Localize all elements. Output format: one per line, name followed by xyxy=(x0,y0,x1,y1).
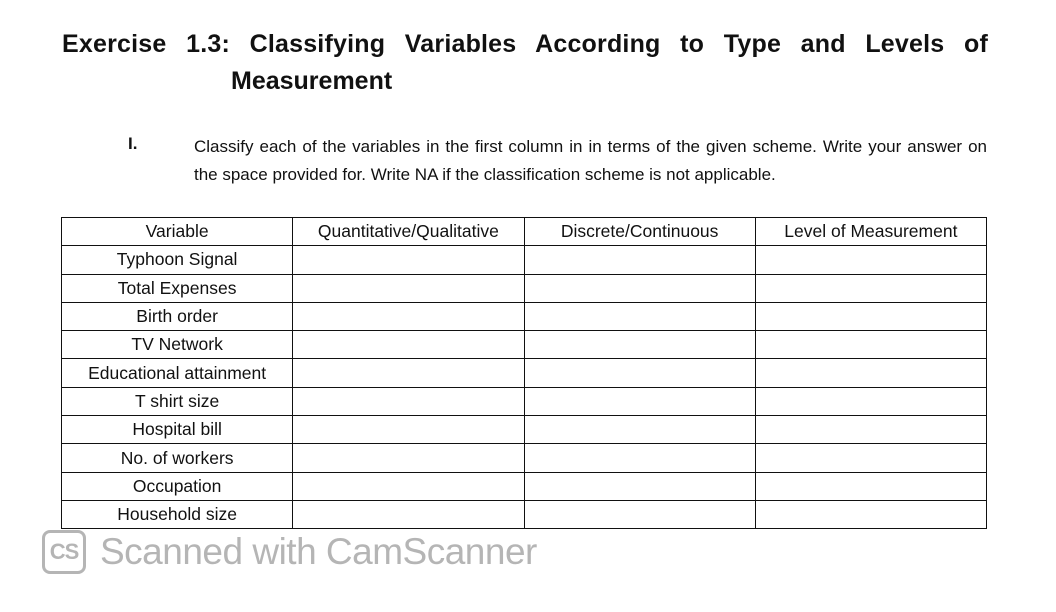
watermark-text: Scanned with CamScanner xyxy=(100,531,537,572)
header-variable: Variable xyxy=(62,218,293,246)
table-row xyxy=(62,302,987,330)
table-row xyxy=(62,472,987,500)
variable-cell: Occupation xyxy=(62,472,293,500)
answer-cell[interactable] xyxy=(524,387,755,415)
exercise-title: Exercise 1.3: Classifying Variables According to Type and Levels of xyxy=(62,30,988,58)
exercise-title-continued: Measurement xyxy=(231,67,393,95)
answer-cell[interactable] xyxy=(293,331,524,359)
answer-cell[interactable] xyxy=(293,359,524,387)
variable-cell: Household size xyxy=(62,500,293,528)
answer-cell[interactable] xyxy=(524,246,755,274)
answer-cell[interactable] xyxy=(524,359,755,387)
table-row xyxy=(62,444,987,472)
answer-cell[interactable] xyxy=(293,274,524,302)
answer-cell[interactable] xyxy=(293,246,524,274)
variable-cell: Educational attainment xyxy=(62,359,293,387)
header-level-of-measurement: Level of Measurement xyxy=(755,218,986,246)
answer-cell[interactable] xyxy=(524,331,755,359)
answer-cell[interactable] xyxy=(293,302,524,330)
instruction-text: Classify each of the variables in the first column in in terms of the given scheme. Write your answer on the space provided for. Write NA if the classification scheme is not applicable. xyxy=(194,137,987,184)
table-header-row xyxy=(62,218,987,246)
variable-cell: Typhoon Signal xyxy=(62,246,293,274)
answer-cell[interactable] xyxy=(755,302,986,330)
variable-cell: Total Expenses xyxy=(62,274,293,302)
answer-cell[interactable] xyxy=(755,444,986,472)
table-row xyxy=(62,359,987,387)
table-row xyxy=(62,331,987,359)
table-row xyxy=(62,500,987,528)
answer-cell[interactable] xyxy=(755,387,986,415)
answer-cell[interactable] xyxy=(524,500,755,528)
camscanner-logo-icon: CS xyxy=(42,530,86,574)
answer-cell[interactable] xyxy=(755,331,986,359)
answer-cell[interactable] xyxy=(293,387,524,415)
answer-cell[interactable] xyxy=(524,472,755,500)
classification-table xyxy=(61,217,987,529)
table-row xyxy=(62,246,987,274)
answer-cell[interactable] xyxy=(293,472,524,500)
instruction-number: I. xyxy=(128,134,138,153)
variable-cell: No. of workers xyxy=(62,444,293,472)
answer-cell[interactable] xyxy=(524,302,755,330)
variable-cell: TV Network xyxy=(62,331,293,359)
answer-cell[interactable] xyxy=(755,359,986,387)
header-quantitative-qualitative: Quantitative/Qualitative xyxy=(293,218,524,246)
answer-cell[interactable] xyxy=(524,416,755,444)
table-row xyxy=(62,274,987,302)
variable-cell: T shirt size xyxy=(62,387,293,415)
answer-cell[interactable] xyxy=(524,444,755,472)
answer-cell[interactable] xyxy=(755,416,986,444)
answer-cell[interactable] xyxy=(524,274,755,302)
camscanner-watermark xyxy=(42,527,537,577)
table-row xyxy=(62,387,987,415)
answer-cell[interactable] xyxy=(293,416,524,444)
variable-cell: Hospital bill xyxy=(62,416,293,444)
answer-cell[interactable] xyxy=(755,246,986,274)
answer-cell[interactable] xyxy=(293,444,524,472)
answer-cell[interactable] xyxy=(755,274,986,302)
variable-cell: Birth order xyxy=(62,302,293,330)
answer-cell[interactable] xyxy=(755,500,986,528)
table-row xyxy=(62,416,987,444)
header-discrete-continuous: Discrete/Continuous xyxy=(524,218,755,246)
answer-cell[interactable] xyxy=(293,500,524,528)
answer-cell[interactable] xyxy=(755,472,986,500)
